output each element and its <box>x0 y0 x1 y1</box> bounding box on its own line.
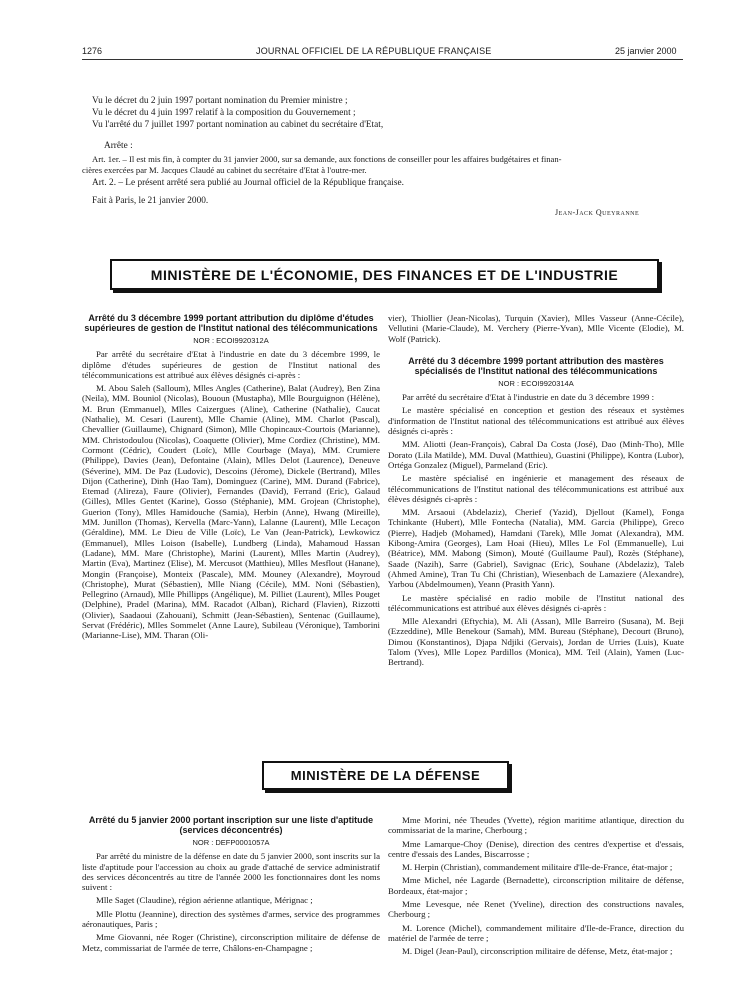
header-rule <box>82 59 683 60</box>
nor-reference: NOR : ECOI9920314A <box>498 378 574 388</box>
article-1-cont: cières exercées par M. Jacques Claudé au cabinet du secrétaire d'Etat à l'outre-mer. <box>82 165 367 175</box>
list-item: M. Herpin (Christian), commandement militaire d'Ile-de-France, état-major ; <box>402 862 673 873</box>
arrete-label: Arrête : <box>104 141 133 151</box>
decree-paragraph: Le mastère spécialisé en radio mobile de l'Institut national des télécommunications est attribué aux élèves désignés ci-après : <box>388 592 684 613</box>
decree-title: Arrêté du 3 décembre 1999 portant attribution du diplôme d'études supérieures de gestion de l'Institut national des télécommunications <box>84 313 378 333</box>
nor-reference: NOR : ECOI9920312A <box>193 336 269 345</box>
names-list: MM. Aliotti (Jean-François), Cabral Da Costa (José), Dao (Minh-Tho), Mlle Dorato (Lila Matilde), MM. Duval (Matthieu), Guastini (Philippe), Kontra (Lubor), Ortéga Gonzalez (Miguel), Parmeland (Eric). <box>388 439 684 470</box>
list-item: Mme Giovanni, née Roger (Christine), circonscription militaire de défense de Metz, commissariat de l'armée de terre, Châlons-en-Champagne ; <box>82 932 380 953</box>
left-column-economie <box>82 313 380 641</box>
decree-paragraph: Le mastère spécialisé en ingénierie et management des réseaux de télécommunications de l'Institut national des télécommunications est attribué aux élèves désignés ci-après : <box>388 473 684 504</box>
list-item: M. Lorence (Michel), commandement militaire d'Ile-de-France, direction du matériel de l'armée de terre ; <box>388 922 684 943</box>
journal-title: JOURNAL OFFICIEL DE LA RÉPUBLIQUE FRANÇAISE <box>256 46 492 56</box>
ministry-heading-economie: MINISTÈRE DE L'ÉCONOMIE, DES FINANCES ET DE L'INDUSTRIE <box>110 259 659 290</box>
decree-title: Arrêté du 5 janvier 2000 portant inscription sur une liste d'aptitude (services déconcentrés) <box>88 815 374 835</box>
decree-paragraph: Par arrêté du secrétaire d'Etat à l'industrie en date du 3 décembre 1999 : <box>402 392 655 403</box>
names-list-cont: vier), Thiollier (Jean-Nicolas), Turquin (Xavier), Mlles Vasseur (Anne-Cécile), Vellutini (Marie-Claude), M. Verchery (Pierre-Yvan), Mlle Vicente (Elodie), M. Wolf (Patrick). <box>388 313 684 344</box>
page-number: 1276 <box>82 46 103 56</box>
article-2: Art. 2. – Le présent arrêté sera publié au Journal officiel de la République française. <box>92 178 404 188</box>
decree-title: Arrêté du 3 décembre 1999 portant attribution des mastères spécialisés de l'Institut national des télécommunications <box>408 355 664 376</box>
list-item: Mlle Plottu (Jeannine), direction des systèmes d'armes, service des programmes aéronautiques, Paris ; <box>82 908 380 930</box>
right-column-defense <box>388 815 684 957</box>
article-1: Art. 1er. – Il est mis fin, à compter du 31 janvier 2000, sur sa demande, aux fonctions de conseiller pour les affaires budgétaires et finan- <box>92 154 562 164</box>
list-item: Mme Levesque, née Renet (Yveline), direction des constructions navales, Cherbourg ; <box>388 899 684 920</box>
names-list: Mlle Alexandri (Eftychia), M. Ali (Assan), Mlle Barreiro (Susana), M. Beji (Ezzeddine), Mlle Benekour (Samah), MM. Bureau (Stéphane), Decourt (Bruno), Dimou (Konstantinos), Djapa Ndjiki (Gervais), Jordan de Urries (Luis), Kuate Talom (Yves), Mlle Lopez Pardillos (Monica), MM. Teil (Alain), Yamen (Luc-Bertrand). <box>388 616 684 668</box>
signature: Jean-Jack Queyranne <box>555 208 640 217</box>
list-item: Mme Morini, née Theudes (Yvette), région maritime atlantique, direction du commissariat de la marine, Cherbourg ; <box>388 815 684 836</box>
decree-paragraph: Par arrêté du secrétaire d'Etat à l'industrie en date du 3 décembre 1999, le diplôme d'études supérieures de gestion de l'Institut national des télécommunications est attribué aux élèves désignés ci-après : <box>82 349 380 380</box>
vu-line: Vu l'arrêté du 7 juillet 1997 portant nomination au cabinet du secrétaire d'Etat, <box>92 120 384 130</box>
names-list: M. Abou Saleh (Salloum), Mlles Angles (Catherine), Balat (Audrey), Ben Zina (Neila), MM. Bouniol (Nicolas), Bououn (Mustapha), Mlle Bourguignon (Hélène), M. Brun (Emmanuel), Mlles Caizergues (Aline), Catherine (Nathalie), Caucat (Nathalie), M. Cesari (Laurent), Mlle Chamie (Aline), MM. Charlot (Pascal), Chevallier (Guillaume), Chignard (Simon), Mlle Chopincaux-Courtois (Marianne), MM. Christodoulou (Nicolas), Coaquette (Olivier), Mme Cordiez (Christine), MM. Cormont (Cédric), Coudert (Loïc), Mlle Courbage (Maya), MM. Crumiere (Philippe), Davies (Jean), Defontaine (Alain), Mlles Delot (Laurence), Deneuve (Séverine), MM. De Paz (Ludovic), Descoins (Jérome), Dickele (Bertrand), Mlles Dijon (Catherine), Dinh (Hao Tam), Dominguez (Carine), MM. Durand (Fabrice), Etemad (Alireza), Faure (Olivier), Fernandes (David), Ferrand (Eric), Galaud (Gilles), Mlles Gentet (Karine), Gosso (Stéphanie), MM. Grojean (Christophe), Guerion (Tony), Mlles Hamidouche (Samia), Herbin (Anne), Hwang (Mireille), MM. Junillon (Thomas), Kervella (Marc-Yann), Lalanne (Laurent), Mlle Lecaçon (Géraldine), MM. Le Dieu de Ville (Loïc), Le Van (Jean-Patrick), Lewkowicz (Emmanuel), Mlles Loison (Isabelle), Lundberg (Linda), Mahamoud Hassan (Ladane), MM. Mare (Christophe), Marini (Laurent), Mlles Martin (Audrey), Martin (Eva), Martinez (Elise), M. Mercusot (Matthieu), Mlles Mesflout (Hanane), Mongin (Françoise), Monteix (Pascale), MM. Mouney (Alexandre), Moyroud (Christophe), Murat (Sébastien), Mlle Niang (Cécile), MM. Noni (Sébastien), Pellegrino (Arnaud), Mlle Phillipps (Angélique), M. Pilliet (Laurent), Mlles Pouget (Delphine), Pradel (Marina), MM. Racadot (Alban), Richard (Flavien), Rizzotti (Olivier), Saadaoui (Zahouani), Schmitt (Jean-Sébastien), Sentenac (Guillaume), Servat (Frédéric), Mlles Sommelet (Anne Laure), Subileau (Véronique), Tamborini (Marianne-Lise), MM. Tharan (Oli- <box>82 383 380 641</box>
vu-line: Vu le décret du 4 juin 1997 relatif à la composition du Gouvernement ; <box>92 108 356 118</box>
issue-date: 25 janvier 2000 <box>615 46 677 56</box>
names-list: MM. Arsaoui (Abdelaziz), Cherief (Yazid), Djellout (Kamel), Fonga Tchinkante (Hubert), Mlle Fontecha (Natalia), MM. Garcia (Philippe), Greco (Pierre), Hadjeb (Mohamed), Hamdani (Tarek), Mlle Jomat (Alexandra), MM. Kibong-Amira (Georges), Lam Hoai (Hieu), Mlles Le Fol (Emmanuelle), Lui (Béatrice), MM. Mabong (Simon), Mouté (Guillaume Paul), Rozès (Stéphane), Saade (Nazih), Sarre (Gabriel), Savignac (Eric), Souhane (Abdelaziz), Taleb (Ahmed Amine), Tran Tu Chi (Christian), Wiesenbach de Lamaziere (Alexandre), Yarbou (Abdelmoumen), Yeann (Prasith Yann). <box>388 507 684 590</box>
decree-paragraph: Le mastère spécialisé en conception et gestion des réseaux et systèmes d'information de l'Institut national des télécommunications est attribué aux élèves désignés ci-après : <box>388 405 684 437</box>
nor-reference: NOR : DEFP0001057A <box>192 838 270 847</box>
decree-paragraph: Par arrêté du ministre de la défense en date du 5 janvier 2000, sont inscrits sur la liste d'aptitude pour l'accession au choix au grade d'attaché de service administratif des services déconcentrés au titre de l'année 2000 les fonctionnaires dont les noms suivent : <box>82 851 380 893</box>
ministry-heading-defense: MINISTÈRE DE LA DÉFENSE <box>262 761 509 790</box>
fait-a-paris: Fait à Paris, le 21 janvier 2000. <box>92 196 209 206</box>
right-column-economie <box>388 313 684 668</box>
left-column-defense <box>82 815 380 953</box>
list-item: Mlle Saget (Claudine), région aérienne atlantique, Mérignac ; <box>96 895 313 906</box>
list-item: M. Digel (Jean-Paul), circonscription militaire de défense, Metz, état-major ; <box>402 946 673 957</box>
vu-line: Vu le décret du 2 juin 1997 portant nomination du Premier ministre ; <box>92 96 348 106</box>
list-item: Mme Michel, née Lagarde (Bernadette), circonscription militaire de défense, Bordeaux, état-major ; <box>388 875 684 896</box>
list-item: Mme Lamarque-Choy (Denise), direction des centres d'expertise et d'essais, centre d'essais des Landes, Biscarrosse ; <box>388 838 684 859</box>
